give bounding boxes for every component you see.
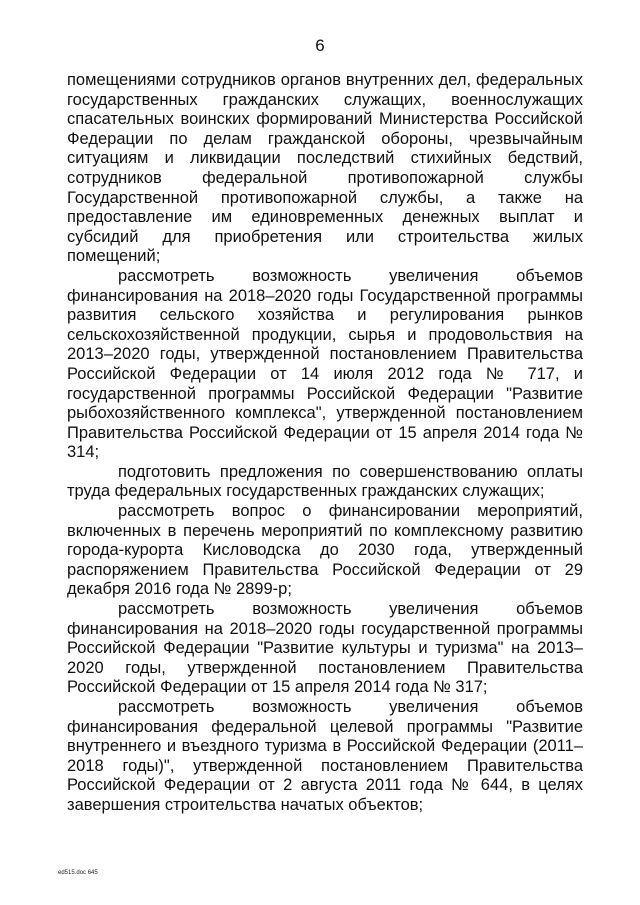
paragraph-culture-tourism: рассмотреть возможность увеличения объемов финансирования на 2018–2020 годы государственной программы Российской Федерации "Развитие культуры и туризма" на 2013–2020 годы, утвержденной постановлением Правительства Российской Федерации от 15 апреля 2014 года № 317;: [67, 600, 583, 697]
footer-document-code: ed515.doc 645: [58, 870, 98, 876]
paragraph-civil-servants-pay: подготовить предложения по совершенствованию оплаты труда федеральных государственных гражданских служащих;: [67, 462, 583, 501]
paragraph-domestic-tourism: рассмотреть возможность увеличения объемов финансирования федеральной целевой программы "Развитие внутреннего и въездного туризма в Российской Федерации (2011–2018 годы)", утвержденной постановлением Правительства Российской Федерации от 2 августа 2011 года № 644, в целях завершения строительства начатых объектов;: [67, 698, 583, 814]
paragraph-agriculture-program: рассмотреть возможность увеличения объемов финансирования на 2018–2020 годы Государственной программы развития сельского хозяйства и регулирования рынков сельскохозяйственной продукции, сырья и продовольствия на 2013–2020 годы, утвержденной постановлением Правительства Российской Федерации от 14 июля 2012 года № 717, и государственной программы Российской Федерации "Развитие рыбохозяйственного комплекса", утвержденной постановлением Правительства Российской Федерации от 15 апреля 2014 года № 314;: [67, 266, 583, 462]
document-body: [67, 71, 583, 816]
paragraph-kislovodsk: рассмотреть вопрос о финансировании мероприятий, включенных в перечень мероприятий по комплексному развитию города-курорта Кисловодска до 2030 года, утвержденный распоряжением Правительства Российской Федерации от 29 декабря 2016 года № 2899-р;: [67, 502, 583, 599]
page-number: 6: [315, 36, 325, 55]
paragraph-housing: помещениями сотрудников органов внутренних дел, федеральных государственных гражданских служащих, военнослужащих спасательных воинских формирований Министерства Российской Федерации по делам гражданской обороны, чрезвычайным ситуациям и ликвидации последствий стихийных бедствий, сотрудников федеральной противопожарной службы Государственной противопожарной службы, а также на предоставление им единовременных денежных выплат и субсидий для приобретения или строительства жилых помещений;: [67, 71, 583, 266]
